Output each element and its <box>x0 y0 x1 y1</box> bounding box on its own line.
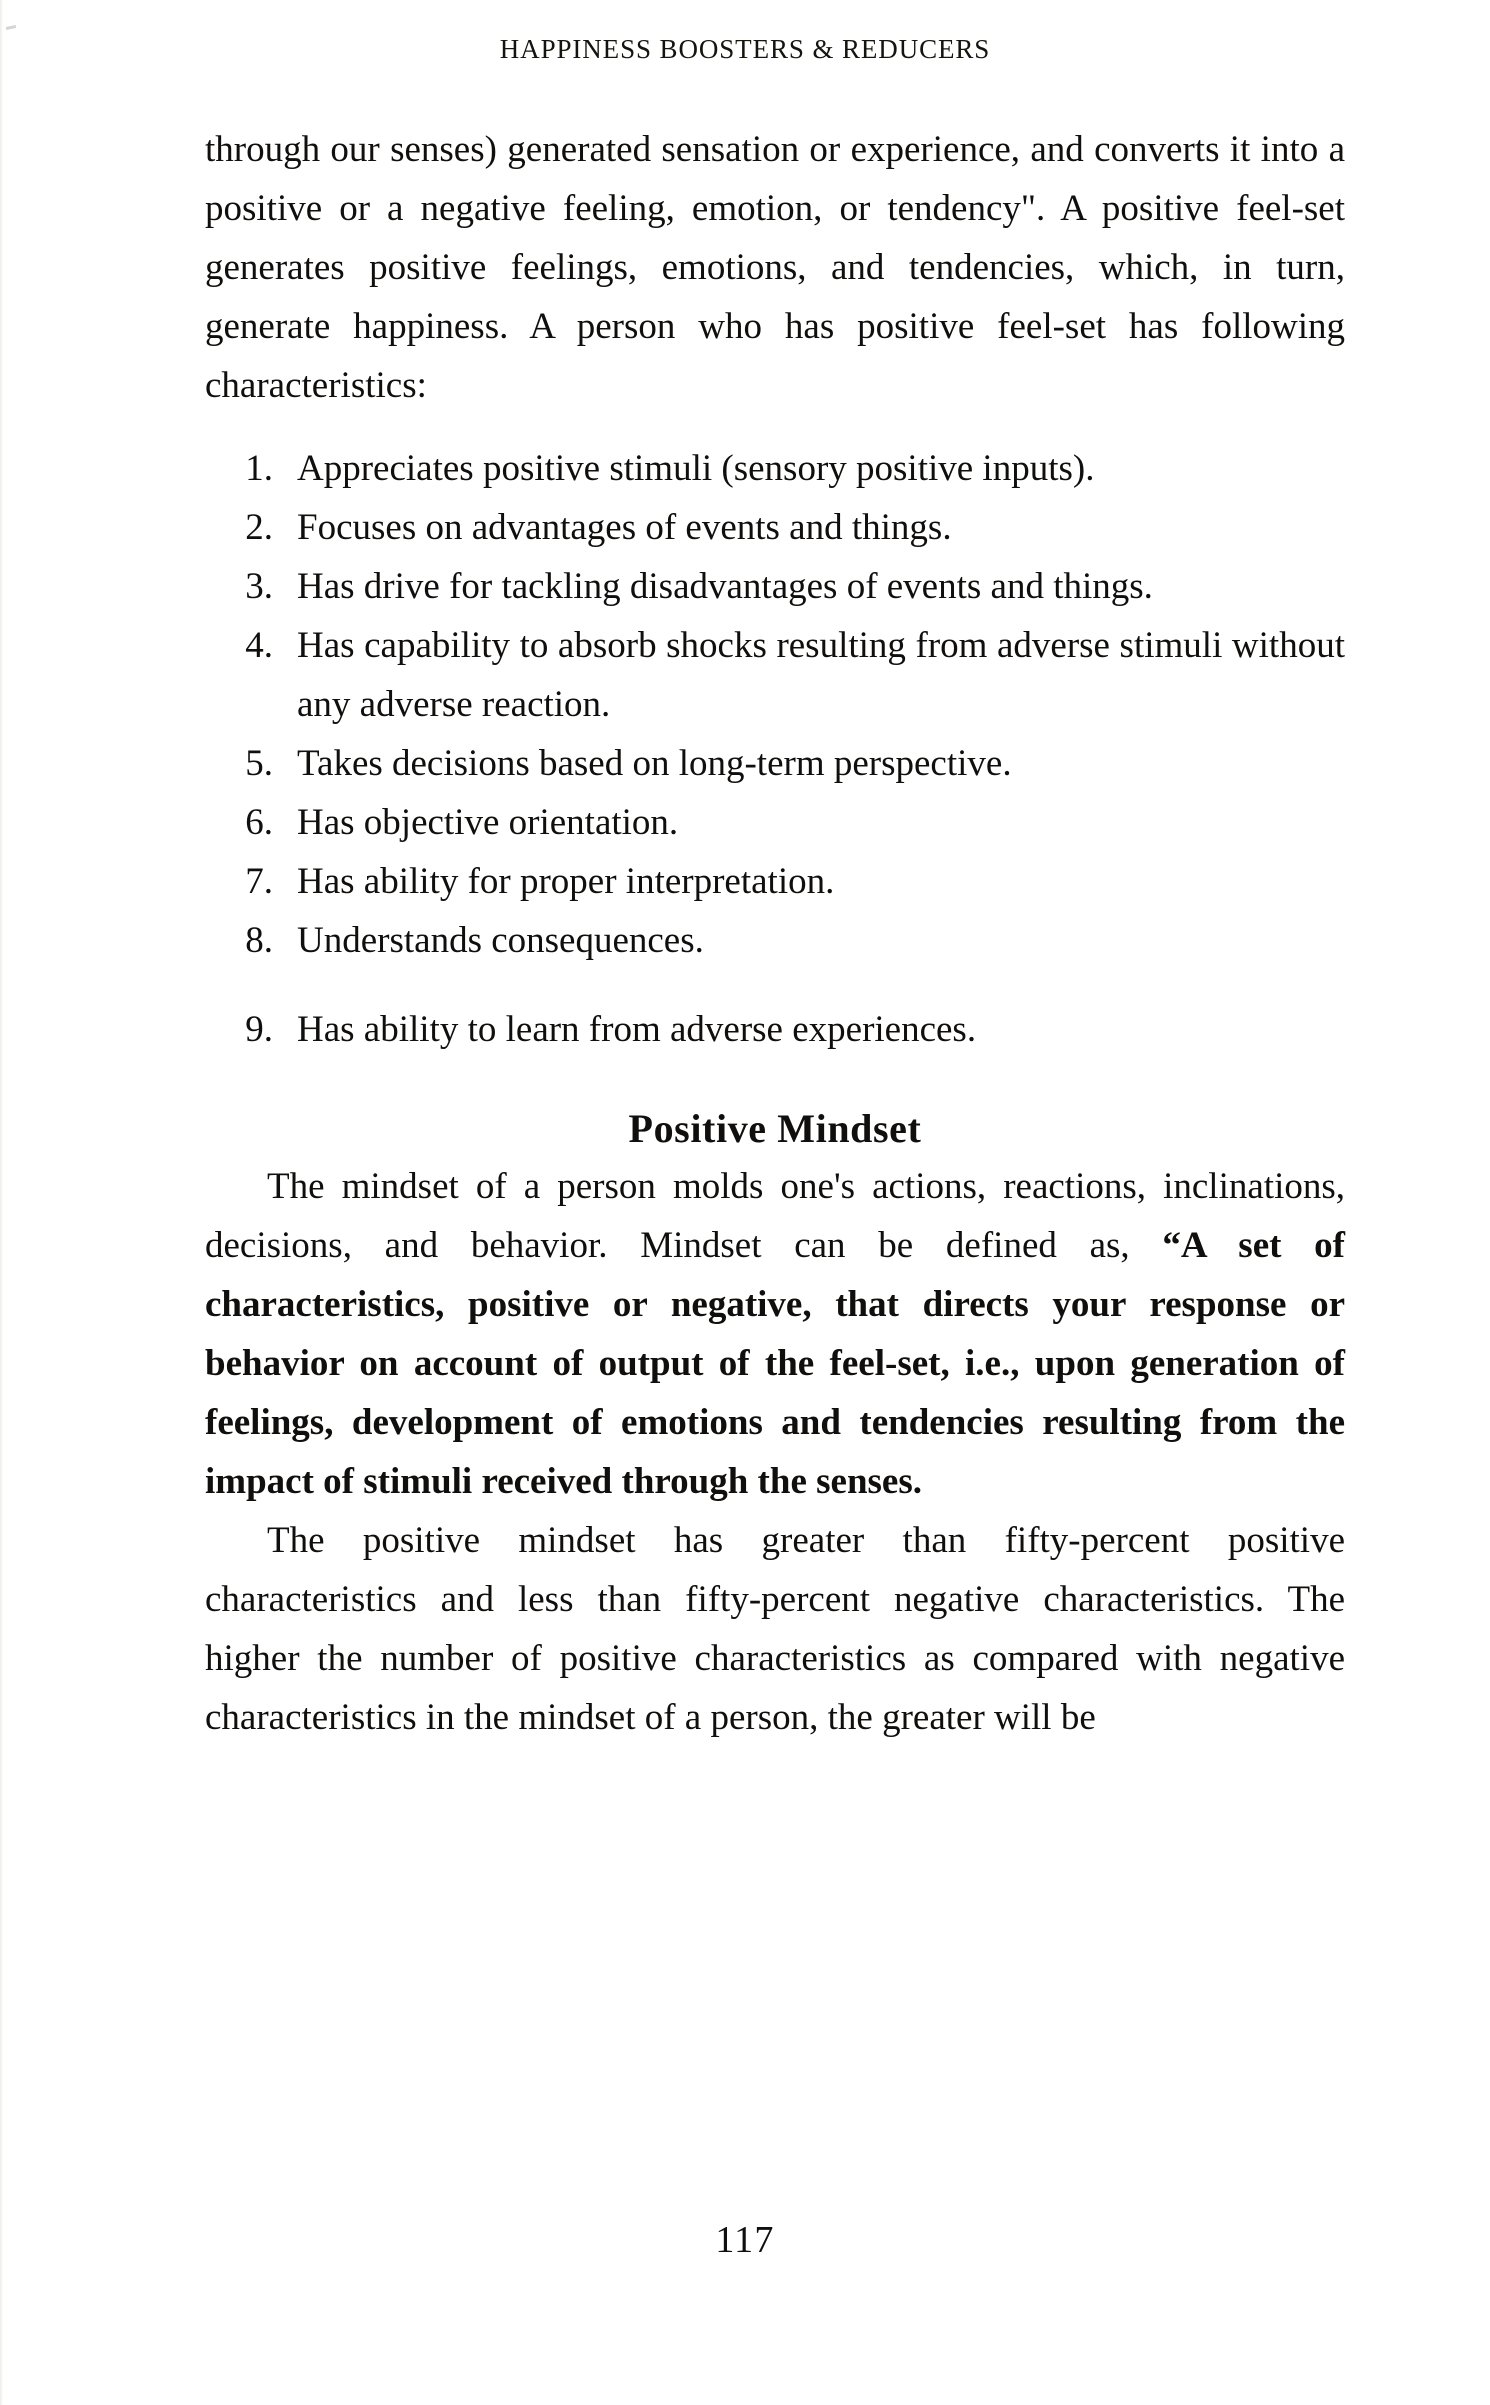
characteristics-list <box>205 439 1345 1059</box>
section-heading: Positive Mindset <box>628 1106 922 1151</box>
list-item-text: Has objective orientation. <box>297 802 679 843</box>
running-head <box>0 34 1490 65</box>
running-head-text: HAPPINESS BOOSTERS & REDUCERS <box>499 34 991 64</box>
list-item <box>205 498 1345 557</box>
list-item <box>205 616 1345 734</box>
list-item-text: Has drive for tackling disadvantages of events and things. <box>297 566 1153 607</box>
definition-lead-text: The mindset of a person molds one's actions, reactions, inclinations, decisions, and behavior. Mindset can be defined as, <box>205 1166 1345 1266</box>
list-item-number: 4. <box>245 625 273 666</box>
list-item-number: 1. <box>245 448 273 489</box>
characteristics-list-wrapper <box>205 439 1345 1059</box>
paragraph-mindset-definition <box>205 1157 1345 1511</box>
list-item-text: Has ability for proper interpretation. <box>297 861 835 902</box>
list-item-number: 3. <box>245 566 273 607</box>
list-item-number: 9. <box>245 1009 273 1050</box>
paragraph-continued: through our senses) generated sensation or experience, and converts it into a positive or a negative feeling, emotion, or tendency". A positive feel-set generates positive feelings, emotions, and tendencies, which, in turn, generate happiness. A person who has positive feel-set has following characteristics: <box>205 129 1345 406</box>
list-item-text: Understands consequences. <box>297 920 704 961</box>
scan-edge-artifact <box>0 0 3 2405</box>
list-item <box>205 439 1345 498</box>
list-item-number: 5. <box>245 743 273 784</box>
list-item-text: Has capability to absorb shocks resulting from adverse stimuli without any adverse reaction. <box>297 625 1345 725</box>
list-item-number: 6. <box>245 802 273 843</box>
definition-bold-text: “A set of characteristics, positive or negative, that directs your response or behavior on account of output of the feel-set, i.e., upon generation of feelings, development of emotions and tendencies resulting from the impact of stimuli received through the senses. <box>205 1225 1345 1502</box>
page-number: 117 <box>715 2219 775 2261</box>
list-item-text: Takes decisions based on long-term perspective. <box>297 743 1012 784</box>
list-item-text: Appreciates positive stimuli (sensory positive inputs). <box>297 448 1095 489</box>
list-item-number: 8. <box>245 920 273 961</box>
page-content <box>205 120 1345 1747</box>
scan-speck-artifact <box>6 25 16 30</box>
list-item-number: 2. <box>245 507 273 548</box>
list-item-number: 7. <box>245 861 273 902</box>
list-item <box>205 734 1345 793</box>
list-item-text: Focuses on advantages of events and things. <box>297 507 952 548</box>
list-item <box>205 557 1345 616</box>
paragraph-positive-mindset: The positive mindset has greater than fifty-percent positive characteristics and less than fifty-percent negative characteristics. The higher the number of positive characteristics as compared with negative characteristics in the mindset of a person, the greater will be <box>205 1520 1345 1738</box>
list-item <box>205 1000 1345 1059</box>
list-item <box>205 793 1345 852</box>
list-item <box>205 852 1345 911</box>
list-item-text: Has ability to learn from adverse experiences. <box>297 1009 977 1050</box>
list-item <box>205 911 1345 970</box>
